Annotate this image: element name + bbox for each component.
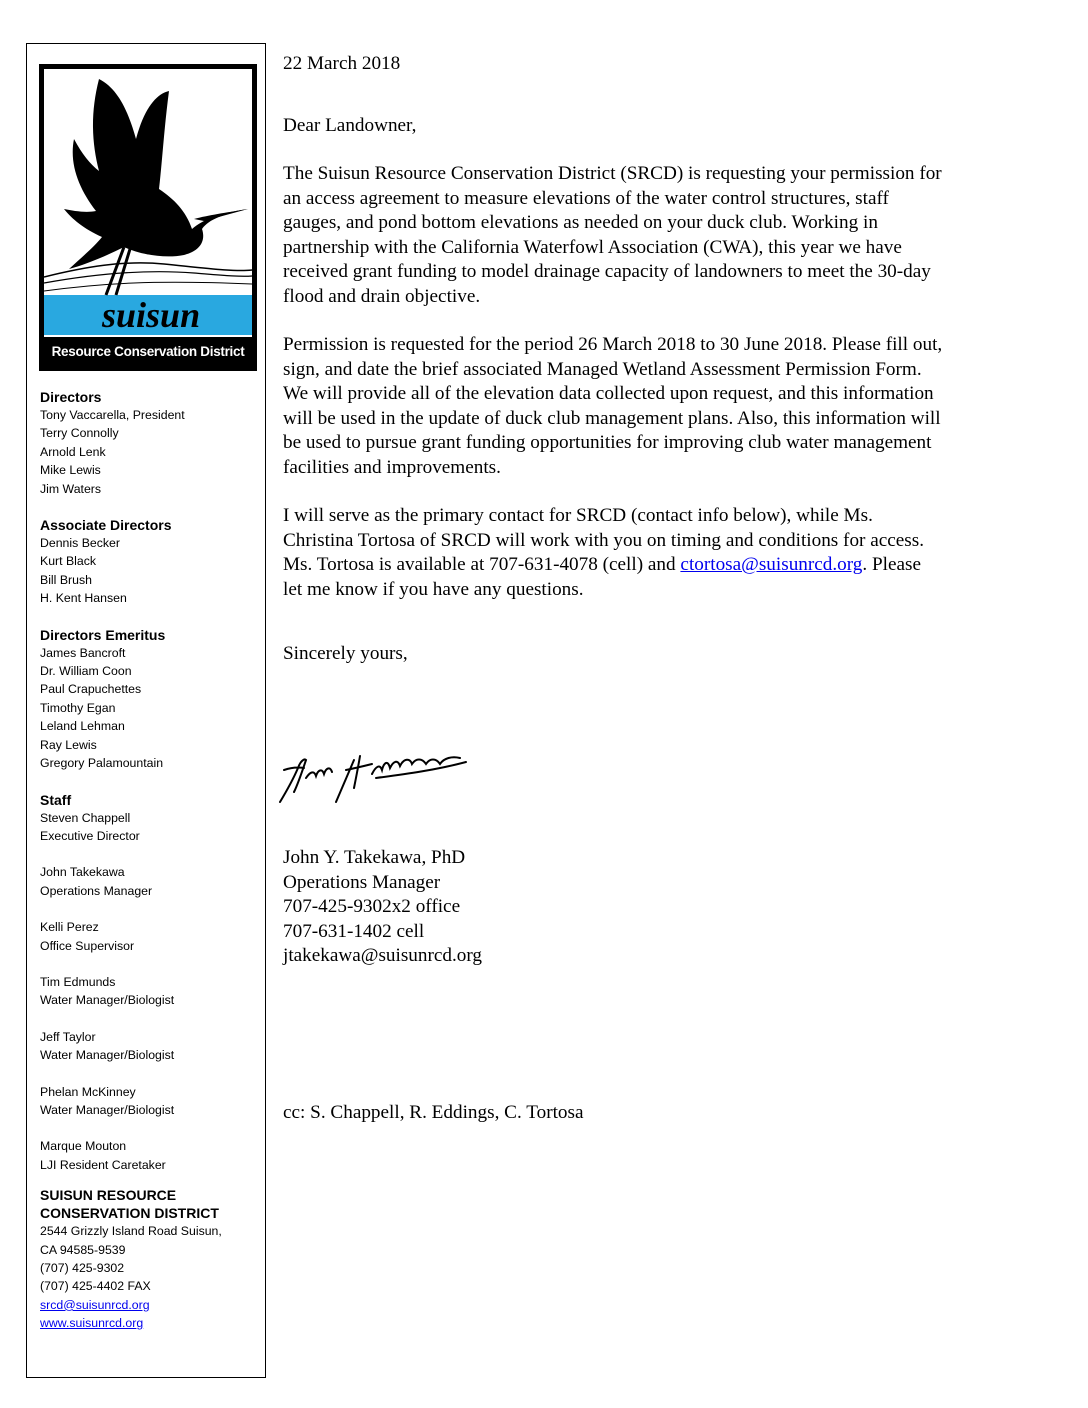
associate-director-name: Dennis Becker [40, 536, 120, 551]
directors-emeritus-heading: Directors Emeritus [40, 626, 166, 643]
associate-directors-heading: Associate Directors [40, 517, 172, 534]
paragraph-3-end: . Please let me know if you have any questions. [283, 554, 922, 600]
signer-name: John Y. Takekawa, PhD [283, 847, 466, 868]
logo-caption: Resource Conservation District [44, 337, 252, 366]
paragraph-3-text: I will serve as the primary contact for SRCD (contact info below), while Ms. Christina Tortosa of SRCD will work with you on timing and conditions for access. Ms. Tortosa is available at 707-631-4078 (cell) and [283, 505, 925, 575]
salutation: Dear Landowner, [283, 114, 417, 136]
emeritus-name: Dr. William Coon [40, 664, 132, 679]
letter-body [283, 52, 943, 667]
logo-wordmark: suisun [102, 295, 201, 335]
emeritus-name: Paul Crapuchettes [40, 682, 142, 697]
sidebar-directory [40, 388, 262, 1333]
staff-title: Water Manager/Biologist [40, 1048, 175, 1063]
staff-title: Office Supervisor [40, 938, 135, 953]
heron-logo-art [44, 69, 252, 339]
director-name: Arnold Lenk [40, 444, 106, 459]
emeritus-name: Leland Lehman [40, 719, 125, 734]
org-name-line2: CONSERVATION DISTRICT [40, 1205, 219, 1222]
staff-name: Kelli Perez [40, 920, 99, 935]
emeritus-name: Gregory Palamountain [40, 756, 164, 771]
org-fax: (707) 425-4402 FAX [40, 1279, 151, 1294]
staff-title: Water Manager/Biologist [40, 993, 175, 1008]
signer-office-phone: 707-425-9302x2 office [283, 896, 461, 917]
staff-title: Water Manager/Biologist [40, 1102, 175, 1117]
staff-heading: Staff [40, 791, 72, 808]
org-email-link[interactable]: srcd@suisunrcd.org [40, 1297, 150, 1312]
emeritus-name: James Bancroft [40, 645, 126, 660]
org-address-line1: 2544 Grizzly Island Road Suisun, [40, 1224, 222, 1239]
director-name: Tony Vaccarella, President [40, 408, 185, 422]
handwritten-signature [276, 748, 476, 808]
associate-director-name: H. Kent Hansen [40, 591, 127, 606]
emeritus-name: Timothy Egan [40, 700, 116, 715]
srcd-logo [39, 64, 257, 371]
director-name: Jim Waters [40, 481, 102, 496]
director-name: Mike Lewis [40, 463, 101, 478]
tortosa-email-link[interactable]: ctortosa@suisunrcd.org [680, 554, 863, 575]
cc-line: cc: S. Chappell, R. Eddings, C. Tortosa [283, 1102, 584, 1123]
org-website-link[interactable]: www.suisunrcd.org [40, 1316, 144, 1331]
associate-director-name: Kurt Black [40, 554, 97, 569]
staff-name: Tim Edmunds [40, 974, 116, 989]
paragraph-2: Permission is requested for the period 26 March 2018 to 30 June 2018. Please fill out, sign, and date the brief associated Managed Wetland Assessment Permission Form. We will provide all of the elevation data collected upon request, and this information will be used in the update of duck club management plans. Also, this information will be used to pursue grant funding opportunities for improving club water management facilities and improvements. [283, 334, 943, 478]
org-name-line1: SUISUN RESOURCE [40, 1187, 177, 1204]
director-name: Terry Connolly [40, 426, 119, 441]
staff-name: Phelan McKinney [40, 1084, 136, 1099]
staff-name: Marque Mouton [40, 1139, 127, 1154]
signer-email: jtakekawa@suisunrcd.org [283, 945, 483, 966]
staff-title: Operations Manager [40, 883, 153, 898]
staff-title: LJI Resident Caretaker [40, 1157, 166, 1172]
staff-name: Steven Chappell [40, 810, 131, 825]
closing: Sincerely yours, [283, 643, 408, 664]
signer-title: Operations Manager [283, 871, 441, 893]
staff-title: Executive Director [40, 828, 140, 843]
org-phone: (707) 425-9302 [40, 1261, 125, 1275]
directors-heading: Directors [40, 389, 102, 405]
letter-date: 22 March 2018 [283, 53, 401, 74]
paragraph-3 [283, 504, 943, 602]
letterhead-sidebar [26, 43, 266, 1378]
associate-director-name: Bill Brush [40, 572, 92, 587]
signer-cell-phone: 707-631-1402 cell [283, 920, 425, 942]
signature-block [283, 846, 482, 969]
paragraph-1: The Suisun Resource Conservation District (SRCD) is requesting your permission for an access agreement to measure elevations of the water control structures, staff gauges, and pond bottom elevations as needed on your duck club. Working in partnership with the California Waterfowl Association (CWA), this year we have received grant funding to model drainage capacity of landowners to meet the 30-day flood and drain objective. [283, 163, 942, 307]
emeritus-name: Ray Lewis [40, 737, 97, 752]
staff-name: John Takekawa [40, 865, 125, 880]
staff-name: Jeff Taylor [40, 1029, 96, 1044]
org-address-line2: CA 94585-9539 [40, 1242, 126, 1257]
